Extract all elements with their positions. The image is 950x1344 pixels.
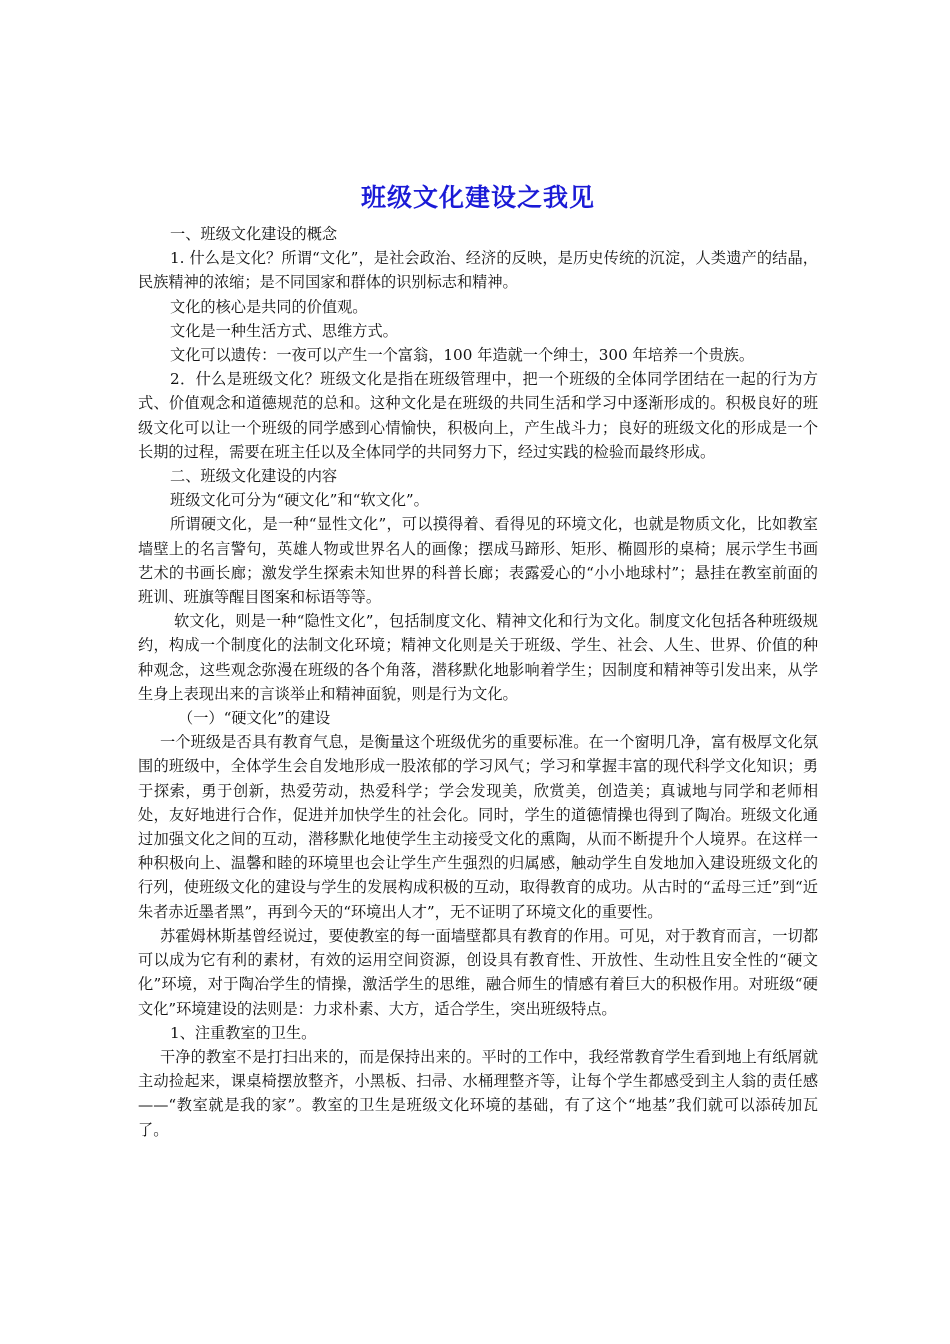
- document-page: [138, 178, 818, 1142]
- paragraph: 软文化，则是一种“隐性文化”，包括制度文化、精神文化和行为文化。制度文化包括各种班级规约，构成一个制度化的法制文化环境；精神文化则是关于班级、学生、社会、人生、世界、价值的种种观念，这些观念弥漫在班级的各个角落，潜移默化地影响着学生；因制度和精神等引发出来，从学生身上表现出来的言谈举止和精神面貌，则是行为文化。: [138, 612, 818, 703]
- paragraph: 文化是一种生活方式、思维方式。: [170, 321, 398, 340]
- subsection-heading: （一）“硬文化”的建设: [178, 709, 331, 728]
- paragraph: 干净的教室不是打扫出来的，而是保持出来的。平时的工作中，我经常教育学生看到地上有纸屑就主动捡起来，课桌椅摆放整齐，小黑板、扫帚、水桶理整齐等，让每个学生都感受到主人翁的责任感——“教室就是我的家”。教室的卫生是班级文化环境的基础，有了这个“地基”我们就可以添砖加瓦了。: [138, 1047, 818, 1139]
- paragraph: 班级文化可分为“硬文化”和“软文化”。: [170, 491, 429, 510]
- list-heading: 1、注重教室的卫生。: [170, 1023, 317, 1042]
- paragraph: 一个班级是否具有教育气息，是衡量这个班级优劣的重要标准。在一个窗明几净，富有极厚文化氛围的班级中，全体学生会自发地形成一股浓郁的学习风气；学习和掌握丰富的现代科学文化知识；勇于探索，勇于创新，热爱劳动，热爱科学；学会发现美，欣赏美，创造美；真诚地与同学和老师相处，友好地进行合作，促进并加快学生的社会化。同时，学生的道德情操也得到了陶冶。班级文化通过加强文化之间的互动，潜移默化地使学生主动接受文化的熏陶，从而不断提升个人境界。在这样一种积极向上、温馨和睦的环境里也会让学生产生强烈的归属感，触动学生自发地加入建设班级文化的行列，使班级文化的建设与学生的发展构成积极的互动，取得教育的成功。从古时的“孟母三迁”到“近朱者赤近墨者黑”，再到今天的“环境出人才”，无不证明了环境文化的重要性。: [138, 733, 818, 921]
- section-heading-2: 二、班级文化建设的内容: [170, 467, 338, 486]
- document-title: 班级文化建设之我见: [360, 183, 595, 212]
- paragraph: 文化的核心是共同的价值观。: [170, 297, 368, 316]
- paragraph: 文化可以遗传：一夜可以产生一个富翁，100 年造就一个绅士，300 年培养一个贵族。: [170, 346, 755, 365]
- section-heading-1: 一、班级文化建设的概念: [170, 225, 338, 243]
- paragraph: 苏霍姆林斯基曾经说过，要使教室的每一面墙壁都具有教育的作用。可见，对于教育而言，一切都可以成为它有利的素材，有效的运用空间资源，创设具有教育性、开放性、生动性且安全性的“硬文化”环境，对于陶冶学生的情操，激活学生的思维，融合师生的情感有着巨大的积极作用。对班级“硬文化”环境建设的法则是：力求朴素、大方，适合学生，突出班级特点。: [138, 926, 818, 1018]
- paragraph: 所谓硬文化，是一种“显性文化”，可以摸得着、看得见的环境文化，也就是物质文化，比如教室墙壁上的名言警句，英雄人物或世界名人的画像；摆成马蹄形、矩形、椭圆形的桌椅；展示学生书画艺术的书画长廊；激发学生探索未知世界的科普长廊；表露爱心的“小小地球村”；悬挂在教室前面的班训、班旗等醒目图案和标语等等。: [138, 515, 818, 607]
- paragraph: 2．什么是班级文化？班级文化是指在班级管理中，把一个班级的全体同学团结在一起的行为方式、价值观念和道德规范的总和。这种文化是在班级的共同生活和学习中逐渐形成的。积极良好的班级文化可以让一个班级的同学感到心情愉快，积极向上，产生战斗力；良好的班级文化的形成是一个长期的过程，需要在班主任以及全体同学的共同努力下，经过实践的检验而最终形成。: [138, 370, 818, 461]
- paragraph: 1. 什么是文化？所谓“文化”，是社会政治、经济的反映，是历史传统的沉淀，人类遗产的结晶，民族精神的浓缩；是不同国家和群体的识别标志和精神。: [138, 249, 818, 292]
